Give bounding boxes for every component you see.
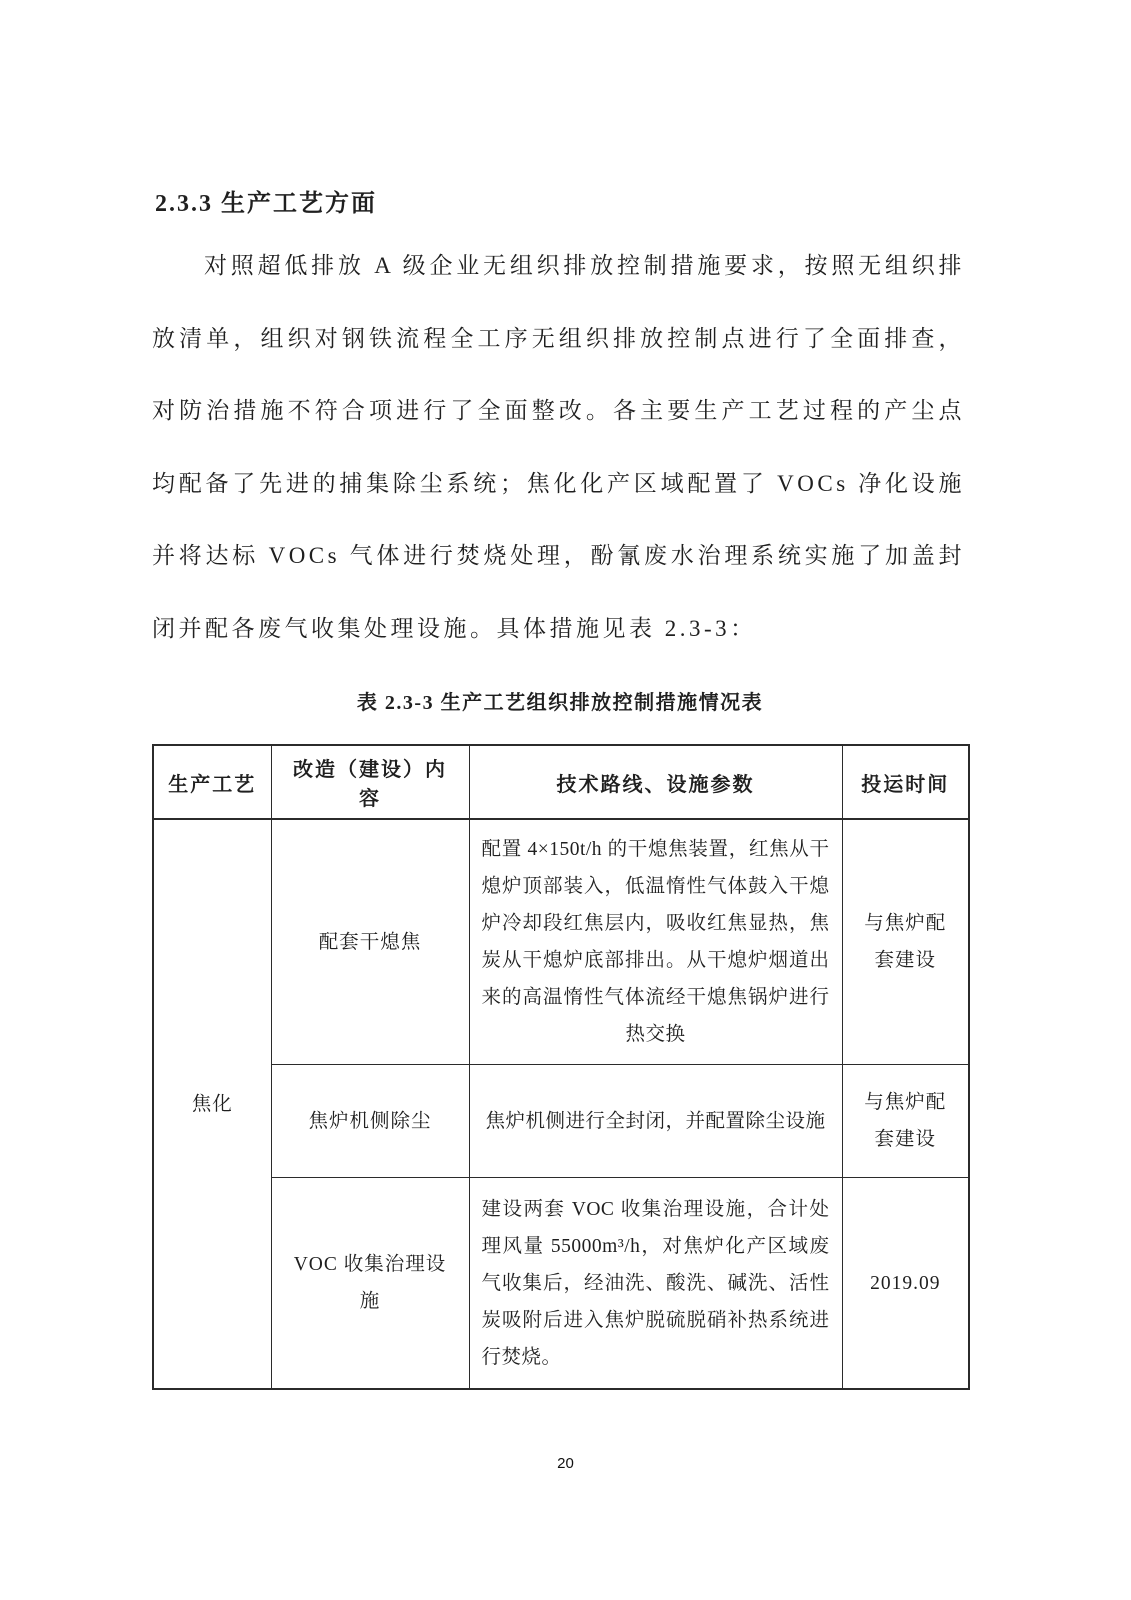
- column-header-tech-route: 技术路线、设施参数: [469, 745, 842, 819]
- time-cell-machine-side-dedusting: 与焦炉配套建设: [842, 1065, 969, 1178]
- column-header-process: 生产工艺: [153, 745, 271, 819]
- tech-cell-dry-quenching: 配置 4×150t/h 的干熄焦装置，红焦从干熄炉顶部装入，低温惰性气体鼓入干熄炉冷却段红焦层内，吸收红焦显热，焦炭从干熄炉底部排出。从干熄炉烟道出来的高温惰性气体流经干熄焦锅炉进行热交换: [469, 819, 842, 1065]
- table-header-row: [153, 745, 969, 819]
- process-group-cell: 焦化: [153, 819, 271, 1389]
- time-cell-dry-quenching: 与焦炉配套建设: [842, 819, 969, 1065]
- body-paragraph: 对照超低排放 A 级企业无组织排放控制措施要求，按照无组织排放清单，组织对钢铁流程全工序无组织排放控制点进行了全面排查，对防治措施不符合项进行了全面整改。各主要生产工艺过程的产尘点均配备了先进的捕集除尘系统；焦化化产区域配置了 VOCs 净化设施并将达标 VOCs 气体进行焚烧处理，酚氰废水治理系统实施了加盖封闭并配各废气收集处理设施。具体措施见表 2.3-3：: [152, 253, 965, 641]
- tech-cell-voc-treatment: 建设两套 VOC 收集治理设施，合计处理风量 55000m³/h，对焦炉化产区域废气收集后，经油洗、酸洗、碱洗、活性炭吸附后进入焦炉脱硫脱硝补热系统进行焚烧。: [469, 1178, 842, 1390]
- column-header-content: 改造（建设）内容: [271, 745, 469, 819]
- section-heading: 2.3.3 生产工艺方面: [155, 191, 377, 217]
- page-number: 20: [557, 1455, 574, 1472]
- time-cell-voc-treatment: 2019.09: [842, 1178, 969, 1390]
- table-row: [153, 1065, 969, 1178]
- table-title: 表 2.3-3 生产工艺组织排放控制措施情况表: [356, 692, 764, 714]
- table-row: [153, 1178, 969, 1390]
- content-cell-dry-quenching: 配套干熄焦: [271, 819, 469, 1065]
- content-cell-voc-treatment: VOC 收集治理设施: [271, 1178, 469, 1390]
- content-cell-machine-side-dedusting: 焦炉机侧除尘: [271, 1065, 469, 1178]
- tech-cell-machine-side-dedusting: 焦炉机侧进行全封闭，并配置除尘设施: [469, 1065, 842, 1178]
- column-header-commission-time: 投运时间: [842, 745, 969, 819]
- control-measures-table: [152, 744, 970, 1390]
- table-row: [153, 819, 969, 1065]
